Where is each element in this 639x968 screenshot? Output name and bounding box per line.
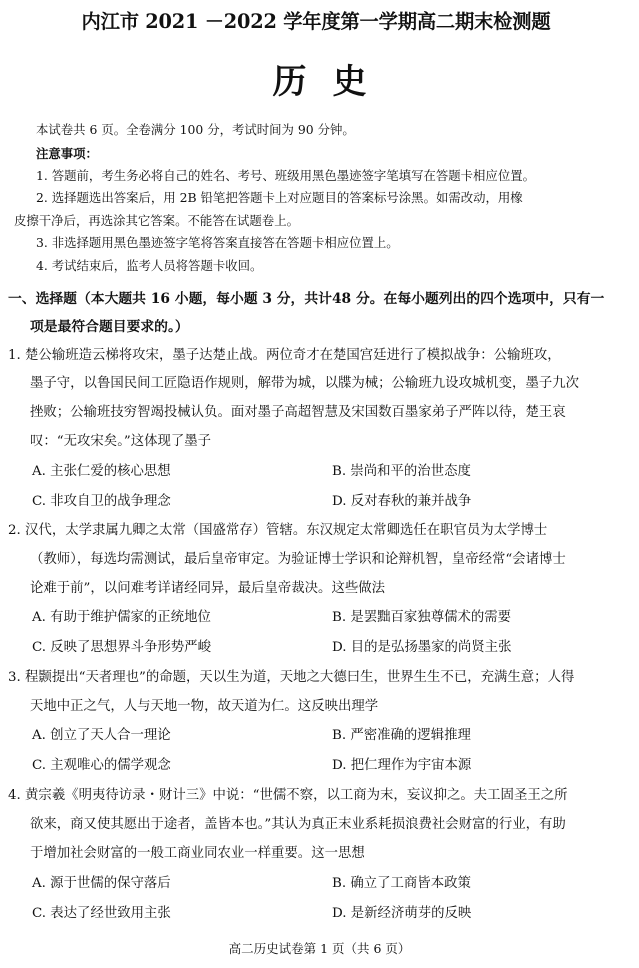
question-2-option-c[interactable]: C. 反映了思想界斗争形势严峻 [32, 640, 211, 655]
question-1-line-3: 挫败；公输班技穷智竭投械认负。面对墨子高超智慧及宋国数百墨家弟子严阵以待，楚王哀 [30, 405, 566, 420]
instruction-item-2-line-1: 2. 选择题选出答案后，用 2B 铅笔把答题卡上对应题目的答案标号涂黑。如需改动，用橡 [36, 190, 523, 205]
instructions-intro: 本试卷共 6 页。全卷满分 100 分，考试时间为 90 分钟。 [36, 122, 355, 137]
question-4-option-d[interactable]: D. 是新经济萌芽的反映 [332, 906, 472, 921]
question-4-line-3: 于增加社会财富的一般工商业同农业一样重要。这一思想 [30, 846, 365, 861]
question-1-option-d[interactable]: D. 反对春秋的兼并战争 [332, 494, 472, 509]
question-3-line-1: 3. 程颢提出“天者理也”的命题，天以生为道，天地之大德曰生，世界生生不已，充满生意；人得 [8, 670, 575, 685]
question-3-option-c[interactable]: C. 主观唯心的儒学观念 [32, 758, 171, 773]
question-4-option-a[interactable]: A. 源于世儒的保守落后 [32, 876, 171, 891]
instruction-item-3: 3. 非选择题用黑色墨迹签字笔将答案直接答在答题卡相应位置上。 [36, 235, 399, 250]
question-3-option-d[interactable]: D. 把仁理作为宇宙本源 [332, 758, 472, 773]
question-4-line-2: 欲来，商又使其愿出于途者，盖皆本也。”其认为真正末业系耗损浪费社会财富的行业，有助 [30, 817, 566, 832]
question-3-option-a[interactable]: A. 创立了天人合一理论 [32, 728, 171, 743]
question-3-line-2: 天地中正之气，人与天地一物，故天道为仁。这反映出理学 [30, 699, 379, 714]
question-2-option-a[interactable]: A. 有助于维护儒家的正统地位 [32, 610, 211, 625]
question-2-line-3: 论难于前”，以问难考详诸经同异，最后皇帝裁决。这些做法 [30, 581, 385, 596]
section-heading-line-2: 项是最符合题目要求的。） [30, 319, 189, 335]
question-2-line-1: 2. 汉代，太学隶属九卿之太常（国盛常存）管辖。东汉规定太常卿选任在职官员为太学博士 [8, 523, 548, 538]
question-2-line-2: （教师），每选均需测试，最后皇帝审定。为验证博士学识和论辩机智，皇帝经常“会诸博士 [30, 552, 566, 567]
instruction-item-4: 4. 考试结束后，监考人员将答题卡收回。 [36, 258, 263, 273]
question-1-line-1: 1. 楚公输班造云梯将攻宋，墨子达楚止战。两位奇才在楚国宫廷进行了模拟战争：公输班攻， [8, 348, 561, 363]
instruction-item-1: 1. 答题前，考生务必将自己的姓名、考号、班级用黑色墨迹签字笔填写在答题卡相应位置。 [36, 168, 535, 183]
question-1-line-2: 墨子守，以鲁国民间工匠隐语作规则，解带为城，以牒为械；公输班九设攻城机变，墨子九次 [30, 376, 580, 391]
subject-title: 历史 [272, 62, 393, 102]
question-4-line-1: 4. 黄宗羲《明夷待访录・财计三》中说：“世儒不察，以工商为末，妄议抑之。夫工固圣王之所 [8, 788, 568, 803]
question-1-line-4: 叹：“无攻宋矣。”这体现了墨子 [30, 434, 212, 449]
question-1-option-b[interactable]: B. 崇尚和平的治世态度 [332, 464, 471, 479]
question-2-option-b[interactable]: B. 是罢黜百家独尊儒术的需要 [332, 610, 512, 625]
question-4-option-c[interactable]: C. 表达了经世致用主张 [32, 906, 171, 921]
question-4-option-b[interactable]: B. 确立了工商皆本政策 [332, 876, 471, 891]
exam-title: 内江市 2021 －2022 学年度第一学期高二期末检测题 [81, 10, 551, 33]
page-footer: 高二历史试卷第 1 页（共 6 页） [228, 941, 411, 956]
section-heading-line-1: 一、选择题（本大题共 16 小题，每小题 3 分，共计48 分。在每小题列出的四个选项中，只有一 [8, 291, 605, 307]
question-2-option-d[interactable]: D. 目的是弘扬墨家的尚贤主张 [332, 640, 512, 655]
question-1-option-a[interactable]: A. 主张仁爱的核心思想 [32, 464, 171, 479]
question-1-option-c[interactable]: C. 非攻自卫的战争理念 [32, 494, 171, 509]
instructions-heading: 注意事项： [36, 146, 98, 161]
question-3-option-b[interactable]: B. 严密准确的逻辑推理 [332, 728, 471, 743]
instruction-item-2-line-2: 皮擦干净后，再选涂其它答案。不能答在试题卷上。 [14, 213, 299, 228]
